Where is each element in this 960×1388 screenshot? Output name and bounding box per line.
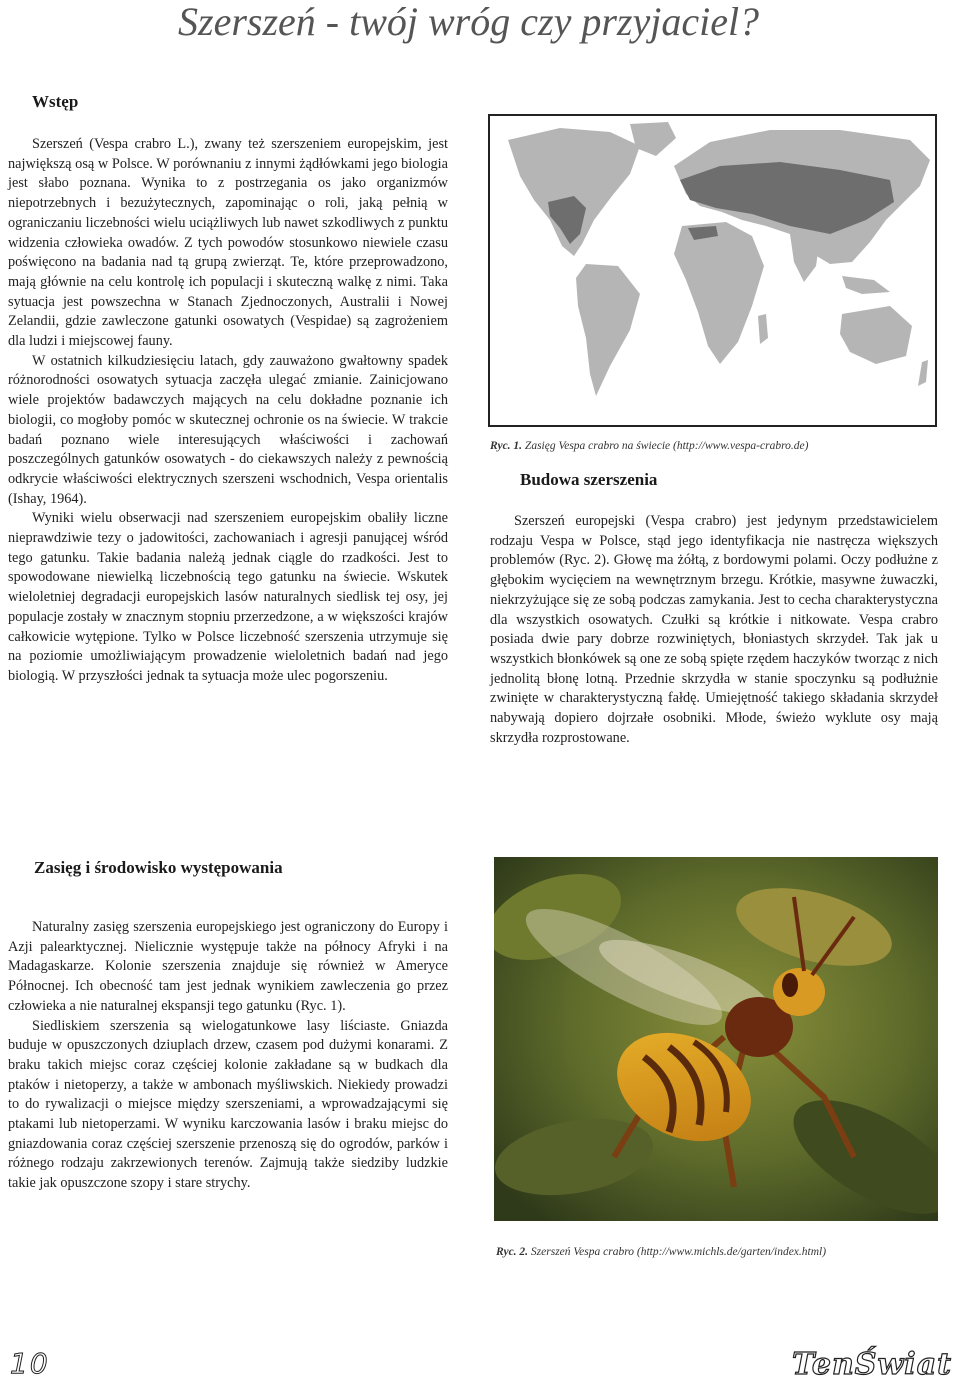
range-paragraph: Naturalny zasięg szerszenia europejskiego jest ograniczony do Europy i Azji palearktycznej. Nielicznie występuje także na północy Afryki i na Madagaskarze. Kolonie szerszenia znajduje się również w Ameryce Północnej. Ich obecność tam jest jednak wynikiem zawleczenia go przez człowieka a nie naturalnej ekspansji tego gatunku (Ryc. 1). (8, 919, 448, 1014)
range-heading: Zasięg i środowisko występowania (34, 858, 283, 877)
hornet-illustration (494, 857, 938, 1221)
range-paragraph: Siedliskiem szerszenia są wielogatunkowe lasy liściaste. Gniazda buduje w opuszczonych dziuplach drzew, czasem pod dużymi konarami. Z braku takich miejsc coraz częściej kolonie zakładane są w budkach dla ptaków i nietoperzy, a także w ambonach myśliwskich. Niekiedy prowadzi to do rywalizacji o miejsce między szerszeniami, a wprowadzającymi się ptakami lub nietoperzami. W wyniku karczowania lasów i braku miejsc do gniazdowania coraz częściej szerszenie przenoszą się do ogrodów, parków i różnego rodzaju zakrzewionych terenów. Zajmują także siedziby ludzkie takie jak opuszczone szopy i stare strychy. (8, 1017, 448, 1192)
fig2-caption-text: Szerszeń Vespa crabro (http://www.michls.de/garten/index.html) (530, 1246, 827, 1258)
range-text (8, 918, 448, 1194)
intro-text (8, 135, 448, 687)
intro-heading: Wstęp (32, 92, 79, 111)
structure-paragraph: Szerszeń europejski (Vespa crabro) jest jedynym przedstawicielem rodzaju Vespa w Polsce, stąd jego identyfikacja nie nastręcza większych problemów (Ryc. 2). Głowę ma żółtą, z bordowymi polami. Oczy podłużne z głębokim wycięciem na wewnętrznym brzegu. Krótkie, masywne żuwaczki, niekrzyżujące się ze sobą podczas zamykania. Jest to cecha charakterystyczna dla wszystkich osowatych. Czułki są krótkie i nitkowate. Vespa crabro posiada dwie pary dobrze rozwiniętych, błoniastych skrzydeł. Tak jak u wszystkich błonkówek są one ze sobą spięte rzędem haczyków tworząc z nich jednolitą błonę lotną. Przednie skrzydła w stanie spoczynku są podłużnie zwinięte w charakterystyczną fałdę. Umiejętność takiego składania skrzydeł nabywają dopiero dojrzałe osobniki. Młode, świeżo wyklute osy mają skrzydła rozprostowane. (490, 513, 938, 746)
map-islands (842, 276, 890, 294)
page-number: 10 (10, 1347, 50, 1380)
map-madagascar (758, 314, 768, 344)
intro-paragraph: W ostatnich kilkudziesięciu latach, gdy zauważono gwałtowny spadek różnorodności osowatych sytuacja zaczęła ulegać zmianie. Zainicjowano wiele projektów badawczych mających na celu dokładne poznanie ich biologii, co mogłoby pomóc w skutecznej ochronie os na świecie. W trakcie badań poznano wiele interesujących właściwości i zachowań poszczególnych gatunków osowatych - do ciekawszych należy z pewnością odkrycie właściwości elektrycznych szerszeni wschodnich, Vespa orientalis (Ishay, 1964). (8, 352, 448, 507)
map-india (790, 234, 820, 282)
range-map-figure (488, 114, 937, 427)
fig1-label: Ryc. 1. (490, 440, 523, 452)
structure-heading: Budowa szerszenia (520, 470, 658, 489)
hornet-photo (494, 857, 938, 1221)
intro-paragraph: Wyniki wielu obserwacji nad szerszeniem europejskim obaliły liczne nieprawdziwie tezy o jadowitości, zachowaniach i agresji panującej wśród tego gatunku. Takie badania należą jednak ciągle do rzadkości. Jest to spowodowane niewielką liczebnością tego gatunku na świecie. Wskutek wieloletniej degradacji europejskich lasów naturalnych siedlisk tej osy, jej populacje zostały w znacznym stopniu przerzedzone, a w większości krajów całkowicie wytępione. Tylko w Polsce liczebność szerszenia utrzymuje się na poziomie umożliwiającym prowadzenie wieloletnich badań nad jego biologią. W przyszłości jednak ta sytuacja może ulec pogorszeniu. (8, 510, 448, 684)
fig2-caption (496, 1244, 940, 1260)
fig1-caption (490, 438, 940, 454)
fig2-label: Ryc. 2. (496, 1246, 529, 1258)
map-south-america (576, 264, 640, 396)
page-title: Szerszeń - twój wróg czy przyjaciel? (178, 0, 760, 44)
map-africa (674, 222, 764, 364)
hornet-eye (782, 973, 798, 997)
fig1-caption-text: Zasięg Vespa crabro na świecie (http://www.vespa-crabro.de) (524, 440, 809, 452)
map-new-zealand (918, 360, 928, 386)
hornet-head (773, 968, 825, 1016)
world-range-map (490, 116, 935, 425)
map-australia (840, 306, 912, 364)
intro-paragraph: Szerszeń (Vespa crabro L.), zwany też szerszeniem europejskim, jest największą osą w Polsce. W porównaniu z innymi żądłówkami jego biologia jest słabo poznana. Wynika to z postrzegania os jako organizmów niepotrzebnych i bezużytecznych, zapominając o roli, jaką pełnią w ograniczaniu liczebności wielu uciążliwych lub nawet szkodliwych z punktu widzenia człowieka owadów. Z tych powodów stosunkowo niewiele czasu poświęcono na badania nad tą grupą zwierząt. Te, które przeprowadzono, mają głównie na celu kontrolę ich populacji i skuteczną walkę z nimi. Taka sytuacja jest powszechna w Stanach Zjednoczonych, Australii i Nowej Zelandii, gdzie zawleczone gatunki osowatych (Vespidae) są zagrożeniem dla ludzi i miejscowej fauny. (8, 136, 448, 350)
magazine-logo: TenŚwiat (792, 1347, 952, 1382)
structure-text (490, 512, 938, 748)
